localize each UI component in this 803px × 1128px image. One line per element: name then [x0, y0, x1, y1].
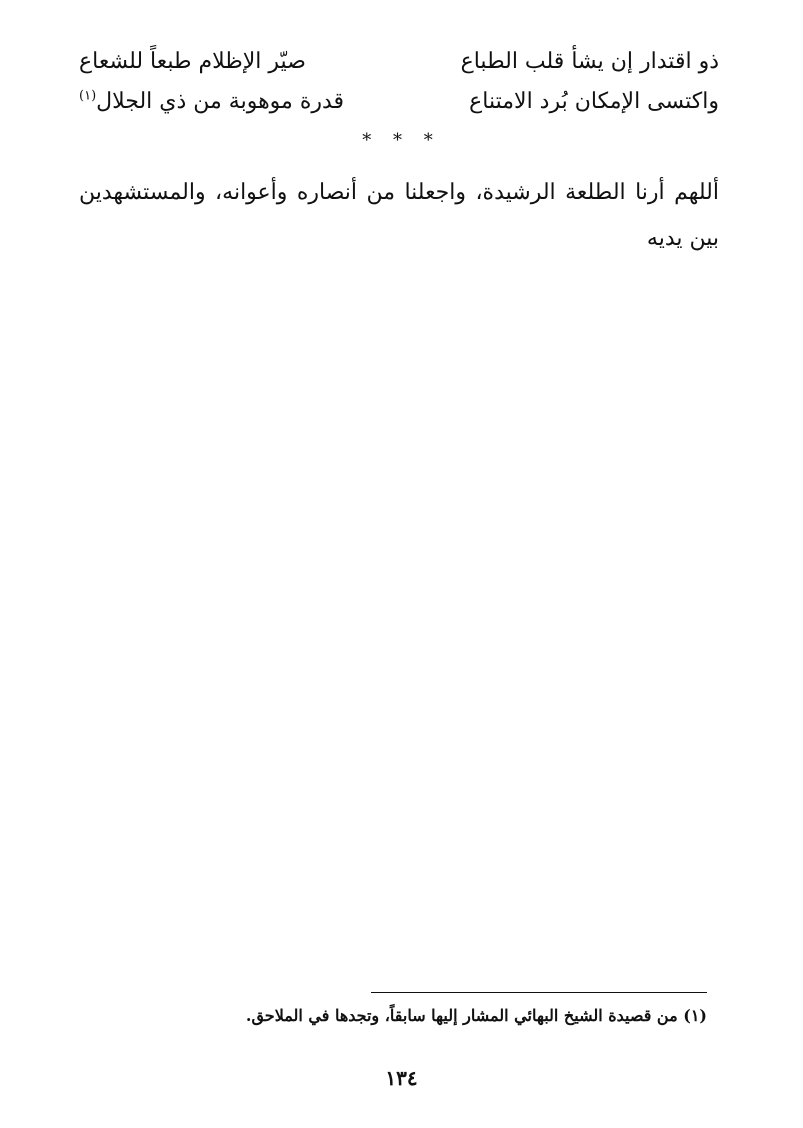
- verse-2-first-hemistich: واكتسى الإمكان بُرد الامتناع: [469, 88, 719, 114]
- verse-2-second-hemistich: قدرة موهوبة من ذي الجلال: [96, 88, 345, 114]
- verse-1-second-hemistich: صيّر الإظلام طبعاً للشعاع: [79, 48, 306, 74]
- section-separator: * * *: [362, 130, 441, 151]
- footnote-text: (١) من قصيدة الشيخ البهائي المشار إليها سابقاً، وتجدها في الملاحق.: [245, 1006, 707, 1025]
- footnote-reference[interactable]: (١): [79, 88, 97, 104]
- verse-1-first-hemistich: ذو اقتدار إن يشأ قلب الطباع: [460, 48, 719, 74]
- poem-verse-2: [79, 84, 719, 118]
- footnote-divider: [371, 992, 707, 993]
- page-number: ١٣٤: [385, 1066, 418, 1090]
- verse-2-second-hemistich-wrap: [79, 89, 344, 114]
- prayer-paragraph: أللهم أرنا الطلعة الرشيدة، واجعلنا من أنصاره وأعوانه، والمستشهدين بين يديه: [79, 180, 719, 251]
- poem-verse-1: [79, 44, 719, 78]
